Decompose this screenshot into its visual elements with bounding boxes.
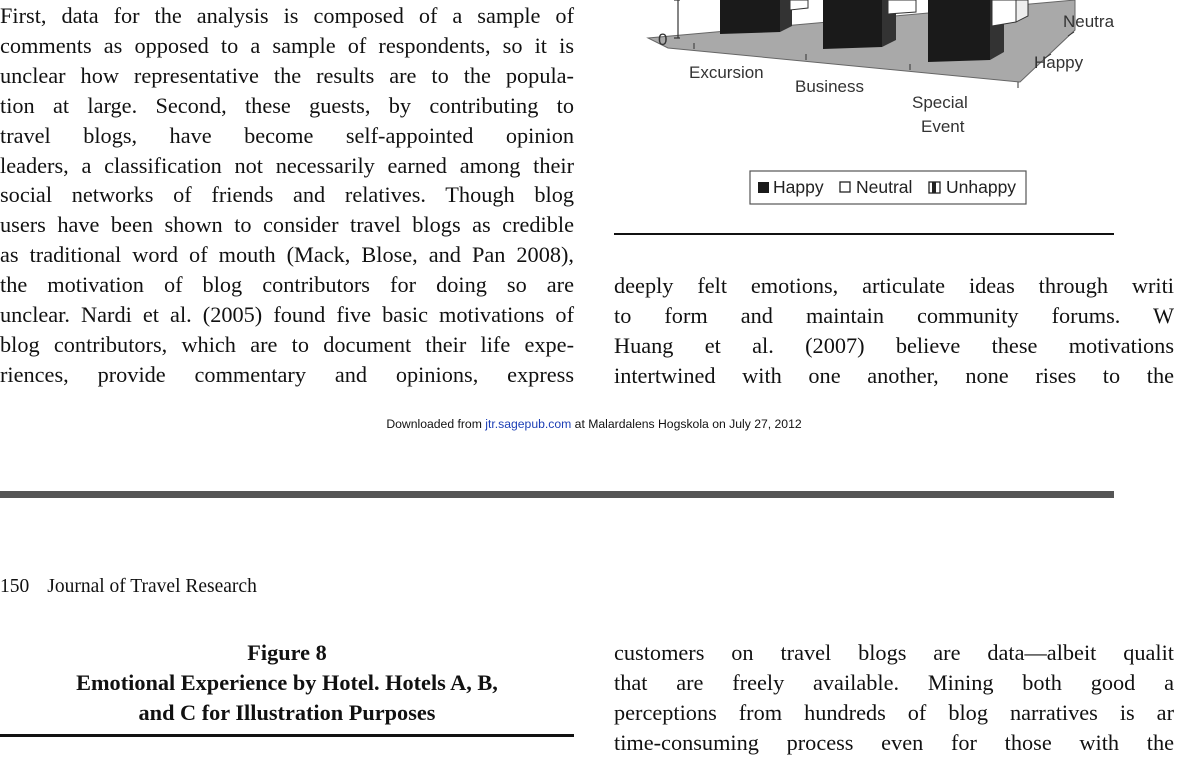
journal-title: Journal of Travel Research xyxy=(47,576,257,597)
bar-business-neutral-back xyxy=(888,0,916,14)
text-line: leaders, a classification not necessarily earned among their xyxy=(0,152,574,178)
x-label-excursion: Excursion xyxy=(689,63,764,82)
text-line: that are freely available. Mining both good a xyxy=(614,669,1174,695)
figure-caption xyxy=(0,638,574,728)
text-line: blog contributors, which are to document their life expe- xyxy=(0,331,574,357)
text-line: the motivation of blog contributors for doing so are xyxy=(0,272,574,298)
text-line: unclear how representative the results are to the popula- xyxy=(0,62,574,88)
legend-swatch-neutral xyxy=(840,182,850,192)
text-line: social networks of friends and relatives. Though blog xyxy=(0,182,574,208)
chart-legend xyxy=(750,171,1026,204)
text-line: Huang et al. (2007) believe these motivations xyxy=(614,332,1174,358)
x-label-special: Special xyxy=(912,93,968,112)
text-line: as traditional word of mouth (Mack, Blose, and Pan 2008), xyxy=(0,242,574,268)
x-label-event: Event xyxy=(921,117,965,136)
legend-swatch-happy xyxy=(758,182,769,193)
download-notice xyxy=(0,417,1188,431)
text-line: deeply felt emotions, articulate ideas through writi xyxy=(614,273,1174,298)
right-column-paragraph-top xyxy=(614,271,1174,391)
legend-label-unhappy: Unhappy xyxy=(946,177,1017,197)
legend-label-happy: Happy xyxy=(773,177,824,197)
left-column-paragraph xyxy=(0,1,574,390)
text-line: time-consuming process even for those with the xyxy=(614,729,1174,755)
bar-business-neutral xyxy=(790,0,808,10)
text-line: tion at large. Second, these guests, by contributing to xyxy=(0,92,574,118)
text-line: perceptions from hundreds of blog narratives is ar xyxy=(614,699,1174,725)
text-line: comments as opposed to a sample of respondents, so it is xyxy=(0,32,574,58)
x-label-business: Business xyxy=(795,77,864,96)
y-tick-label: 0 xyxy=(658,30,668,49)
download-link[interactable]: jtr.sagepub.com xyxy=(485,417,572,431)
right-column-paragraph-bottom xyxy=(614,638,1174,758)
page-number: 150 xyxy=(0,576,30,597)
download-prefix: Downloaded from xyxy=(386,417,486,431)
text-line: users have been shown to consider travel blogs as credible xyxy=(0,212,574,238)
text-line: to form and maintain community forums. W xyxy=(614,302,1174,328)
text-line: First, data for the analysis is composed of a sample of xyxy=(0,3,574,28)
text-line: unclear. Nardi et al. (2005) found five basic motivations of xyxy=(0,302,574,328)
figure-number: Figure 8 xyxy=(247,640,327,665)
text-line: riences, provide commentary and opinions, express xyxy=(0,361,574,387)
depth-label-neutral: Neutra xyxy=(1063,12,1115,31)
figure-caption-rule xyxy=(0,734,574,737)
bar-business-happy xyxy=(823,0,896,49)
text-line: customers on travel blogs are data—albeit qualit xyxy=(614,640,1174,665)
text-line: travel blogs, have become self-appointed opinion xyxy=(0,122,574,148)
figure-title-line-2: and C for Illustration Purposes xyxy=(138,700,436,725)
emotion-bar-chart xyxy=(620,0,1114,215)
page-separator xyxy=(0,491,1114,498)
legend-swatch-unhappy xyxy=(929,182,940,193)
running-head xyxy=(0,576,257,598)
bar-excursion-happy xyxy=(720,0,792,34)
text-line: intertwined with one another, none rises to the xyxy=(614,362,1174,388)
legend-label-neutral: Neutral xyxy=(856,177,913,197)
figure-bottom-rule xyxy=(614,233,1114,235)
figure-title-line-1: Emotional Experience by Hotel. Hotels A, B, xyxy=(76,670,498,695)
depth-label-happy: Happy xyxy=(1034,53,1084,72)
download-suffix: at Malardalens Hogskola on July 27, 2012 xyxy=(571,417,802,431)
